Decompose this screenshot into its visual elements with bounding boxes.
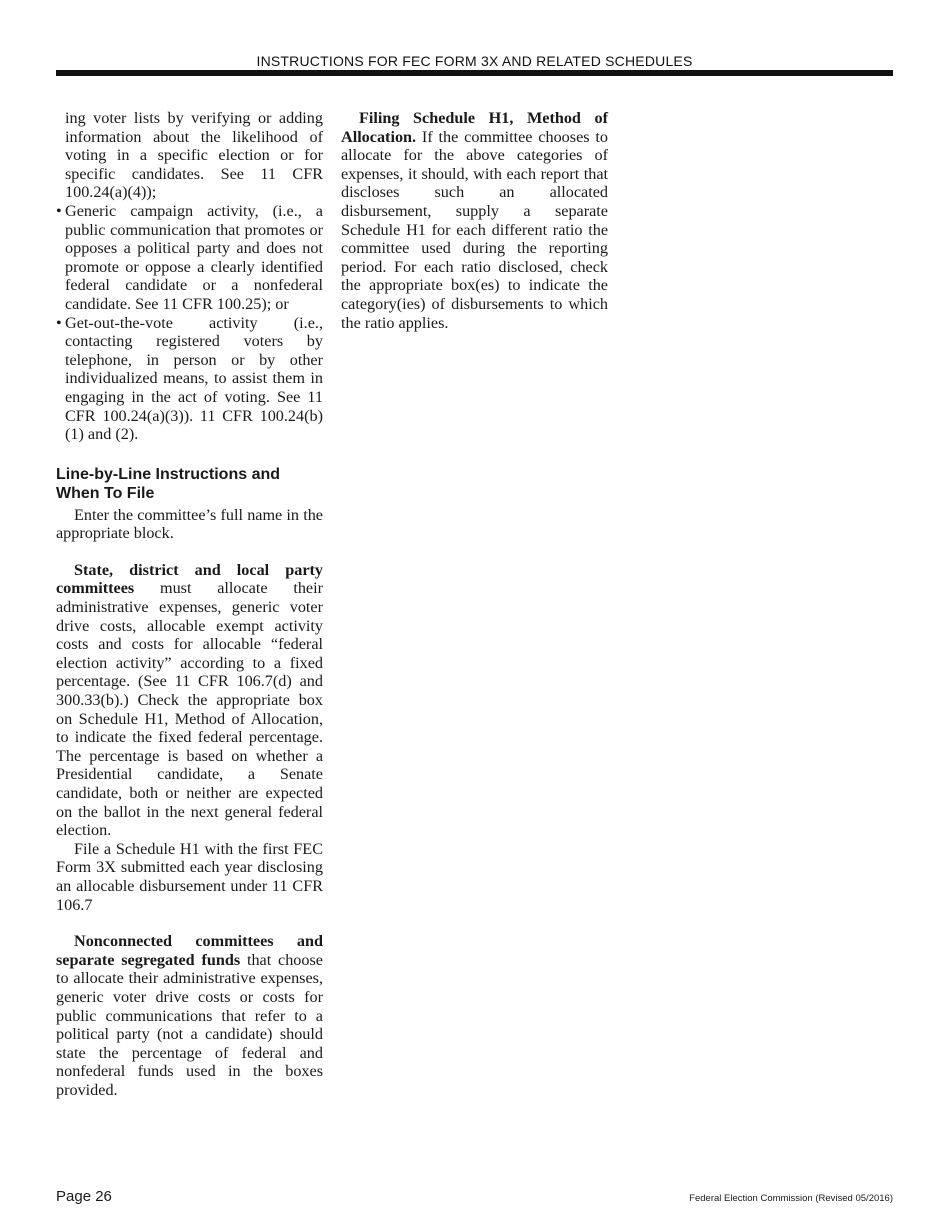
page-number: Page 26 bbox=[56, 1188, 112, 1205]
state-party-lead: State, district and local party committees bbox=[56, 560, 323, 598]
nonconnected-text: that choose to allocate their administrative expenses, generic voter drive costs or costs for public communications that refer to a political party (not a candidate) should state the percentage of federal and nonfederal funds used in the boxes provided. bbox=[56, 950, 323, 1099]
filing-schedule-text: If the committee chooses to allocate for the above categories of expenses, it should, with each report that discloses such an allocated disbursement, supply a separate Schedule H1 for each different ratio the committee used during the reporting period. For each ratio disclosed, check the appropriate box(es) to indicate the category(ies) of disbursements to which the ratio applies. bbox=[341, 127, 608, 332]
left-column bbox=[56, 109, 323, 1100]
bullet-icon: • bbox=[56, 313, 62, 332]
bullet-get-out-the-vote bbox=[56, 314, 323, 444]
bullet-icon: • bbox=[56, 201, 62, 220]
state-party-text: must allocate their administrative expenses, generic voter drive costs, allocable exempt activity costs and costs for allocable “federal election activity” according to a fixed percentage. (See 11 CFR 106.7(d) and 300.33(b).) Check the appropriate box on Schedule H1, Method of Allocation, to indicate the fixed federal percentage. The percentage is based on whether a Presidential candidate, a Senate candidate, both or neither are expected on the ballot in the next general federal election. bbox=[56, 579, 323, 840]
file-schedule-paragraph: File a Schedule H1 with the first FEC Form 3X submitted each year disclosing an allocable disbursement under 11 CFR 106.7 bbox=[56, 839, 323, 914]
filing-schedule-paragraph bbox=[341, 109, 608, 332]
publisher-note: Federal Election Commission (Revised 05/2016) bbox=[689, 1193, 893, 1204]
running-header: INSTRUCTIONS FOR FEC FORM 3X AND RELATED SCHEDULES bbox=[256, 53, 693, 69]
committee-name-paragraph: Enter the committee’s full name in the appropriate block. bbox=[56, 505, 323, 543]
filing-schedule-lead: Filing Schedule H1, Method of Allocation. bbox=[341, 109, 608, 146]
header-rule bbox=[56, 70, 893, 76]
bullet-generic-campaign bbox=[56, 202, 323, 314]
nonconnected-paragraph bbox=[56, 932, 323, 1099]
right-column bbox=[341, 109, 608, 332]
bullet-text: Get-out-the-vote activity (i.e., contacting registered voters by telephone, in person or by other individualized means, to assist them in engaging in the act of voting. See 11 CFR 100.24(a)(3)). 11 CFR 100.24(b)(1) and (2). bbox=[65, 313, 323, 444]
section-heading: Line-by-Line Instructions and When To File bbox=[56, 465, 281, 502]
state-party-paragraph bbox=[56, 561, 323, 840]
nonconnected-lead: Nonconnected committees and separate segregated funds bbox=[56, 932, 323, 969]
continued-paragraph: ing voter lists by verifying or adding information about the likelihood of voting in a specific election or for specific candidates. See 11 CFR 100.24(a)(4)); bbox=[65, 109, 323, 202]
bullet-text: Generic campaign activity, (i.e., a public communication that promotes or opposes a political party and does not promote or oppose a clearly identified federal candidate or a nonfederal candidate. See 11 CFR 100.25); or bbox=[65, 201, 323, 313]
